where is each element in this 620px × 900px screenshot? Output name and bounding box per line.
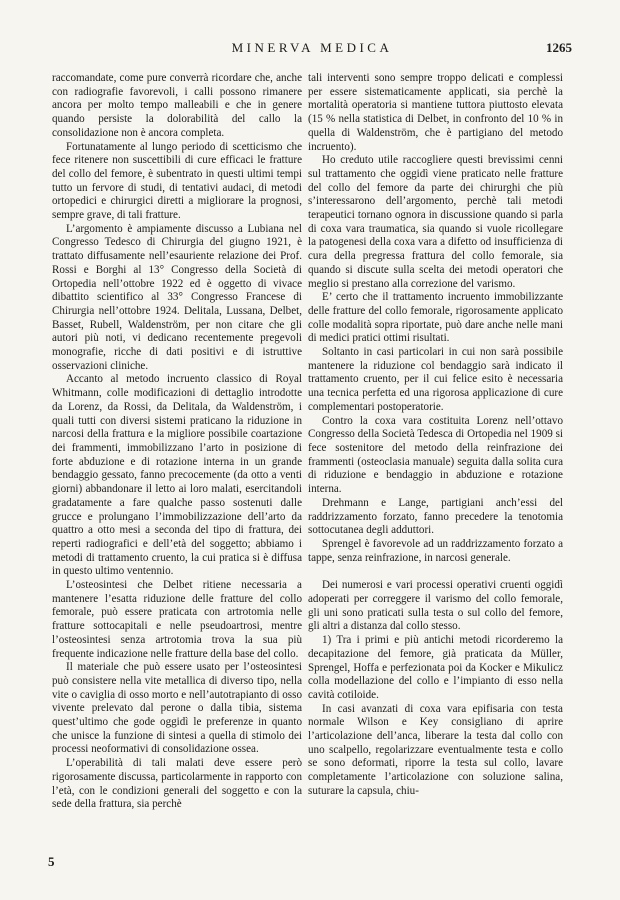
paragraph: Accanto al metodo incruento classico di Royal Whitmann, colle modificazioni di dettaglio introdotte da Lorenz, da Rossi, da Delitala, da Waldenström, i quali tutti con diversi sistemi praticano la riduzione in narcosi della frattura e la migliore possibile coartazione dei frammenti, immobilizzano l’arto in posizione di forte abduzione e di rotazione interna in un grande bendaggio gessato, fanno precocemente (da otto a venti giorni) abbandonare il letto ai loro malati, esercitandoli gradatamente a fare qualche passo sostenuti dalle grucce e prolungano l’immobilizzazione dell’arto da quattro a otto mesi a seconda del tipo di frattura, dei reperti radiografici e dell’età del soggetto; abbiamo i metodi di trattamento cruento, la cui pratica si è diffusa in questo ultimo ventennio. <box>52 373 302 578</box>
paragraph: Dei numerosi e vari processi operativi cruenti oggidì adoperati per correggere il varismo del collo femorale, gli uni sono praticati sulla testa o sul collo del femore, gli altri a distanza dal collo stesso. <box>308 579 563 633</box>
paragraph: In casi avanzati di coxa vara epifisaria con testa normale Wilson e Key consigliano di aprire l’articolazione dell’anca, liberare la testa dal collo con uno scalpello, regolarizzare eventualmente testa e collo se sono deformati, riporre la testa sul collo, lavare completamente l’articolazione con soluzione salina, suturare la capsula, chiu- <box>308 702 563 797</box>
paragraph: raccomandate, come pure converrà ricordare che, anche con radiografie favorevoli, i calli possono rimanere ancora per molto tempo malleabili e che in genere quando persiste la dolorabilità del callo la consolidazione non è ancora completa. <box>52 72 302 139</box>
paragraph: tali interventi sono sempre troppo delicati e complessi per essere sistematicamente applicati, sia perchè la mortalità operatoria si mantiene tuttora piuttosto elevata (15 % nella statistica di Delbet, in confronto del 10 % in quella di Waldenström, che è partigiano del metodo incruento). <box>308 72 563 153</box>
page-header <box>52 40 572 62</box>
paragraph: Sprengel è favorevole ad un raddrizzamento forzato a tappe, senza reinfrazione, in narcosi generale. <box>308 537 563 564</box>
paragraph: Contro la coxa vara costituita Lorenz nell’ottavo Congresso della Società Tedesca di Ortopedia nel 1909 si fece sostenitore del metodo della reinfrazione dei frammenti (osteoclasia manuale) seguita dalla solita cura di riduzione e bendaggio in abduzione e rotazione interna. <box>308 414 563 496</box>
paragraph: E’ certo che il trattamento incruento immobilizzante delle fratture del collo femorale, rigorosamente applicato colle modalità sopra riportate, può dare anche nelle mani di medici pratici ottimi risultati. <box>308 291 563 345</box>
paragraph: Ho creduto utile raccogliere questi brevissimi cenni sul trattamento che oggidì viene praticato nelle fratture del collo del femore da parte dei chirurghi che più s’interessarono dell’argomento, perchè tali metodi terapeutici tornano ognora in discussione quando si parla di coxa vara traumatica, sia quando si vuole ricollegare la patogenesi della coxa vara a difetto od insufficienza di cura della pregressa frattura del collo femorale, sia quando si discute sulla scelta dei metodi operatori che meglio si prestano alla correzione del varismo. <box>308 154 563 290</box>
paragraph: 1) Tra i primi e più antichi metodi ricorderemo la decapitazione del femore, già praticata da Müller, Sprengel, Hoffa e perfezionata poi da Kocker e Mikulicz colla modellazione del collo e l’impianto di esso nella cavità cotiloide. <box>308 634 563 701</box>
signature-mark: 5 <box>48 854 55 869</box>
paragraph: Fortunatamente al lungo periodo di scetticismo che fece ritenere non suscettibili di cure efficaci le fratture del collo del femore, è subentrato in questi ultimi tempi tutto un fervore di studi, di tentativi audaci, di metodi ortopedici e chirurgici diretti a migliorare la prognosi, sempre grave, di tali fratture. <box>52 140 302 222</box>
article-body <box>52 72 576 862</box>
left-column <box>52 72 302 812</box>
paragraph: L’osteosintesi che Delbet ritiene necessaria a mantenere l’esatta riduzione delle fratture del collo femorale, può essere praticata con artrotomia nelle fratture sottocapitali e nelle pseudoartrosi, mentre l’osteosintesi senza artrotomia trova la sua più frequente indicazione nelle fratture della base del collo. <box>52 579 302 660</box>
paragraph: Drehmann e Lange, partigiani anch’essi del raddrizzamento forzato, fanno precedere la tenotomia sottocutanea degli adduttori. <box>308 496 563 537</box>
paragraph: Soltanto in casi particolari in cui non sarà possibile mantenere la riduzione col bendaggio sarà indicato il trattamento cruento, per il cui felice esito è necessaria una tecnica perfetta ed una rigorosa applicazione di cure complementari postoperatorie. <box>308 346 563 413</box>
paragraph: L’operabilità di tali malati deve essere però rigorosamente discussa, particolarmente in rapporto con l’età, con le condizioni generali del soggetto e con la sede della frattura, sia perchè <box>52 757 302 811</box>
page-number: 1265 <box>546 40 572 55</box>
journal-title: MINERVA MEDICA <box>231 40 393 55</box>
right-column <box>308 72 563 799</box>
paragraph: Il materiale che può essere usato per l’osteosintesi può consistere nella vite metallica di diverso tipo, nella vite o caviglia di osso morto e nell’autotrapianto di osso vivente prelevato dal perone o dalla tibia, sistema quest’ultimo che gode oggidì le preferenze in quanto che unisce la funzione di sintesi a quella di stimolo dei processi neoformativi di consolidazione ossea. <box>52 661 302 756</box>
paragraph: L’argomento è ampiamente discusso a Lubiana nel Congresso Tedesco di Chirurgia del giugno 1921, è trattato diffusamente nell’esauriente relazione dei Prof. Rossi e Borghi al 13° Congresso della Società di Ortopedia nell’ottobre 1922 ed è oggetto di vivace dibattito scientifico al 33° Congresso Francese di Chirurgia nell’ottobre 1924. Delitala, Lussana, Delbet, Basset, Rubell, Waldenström, per non citare che gli autori più noti, vi dedicano recentemente pregevoli monografie, ricche di dati positivi e di istruttive osservazioni cliniche. <box>52 222 302 372</box>
